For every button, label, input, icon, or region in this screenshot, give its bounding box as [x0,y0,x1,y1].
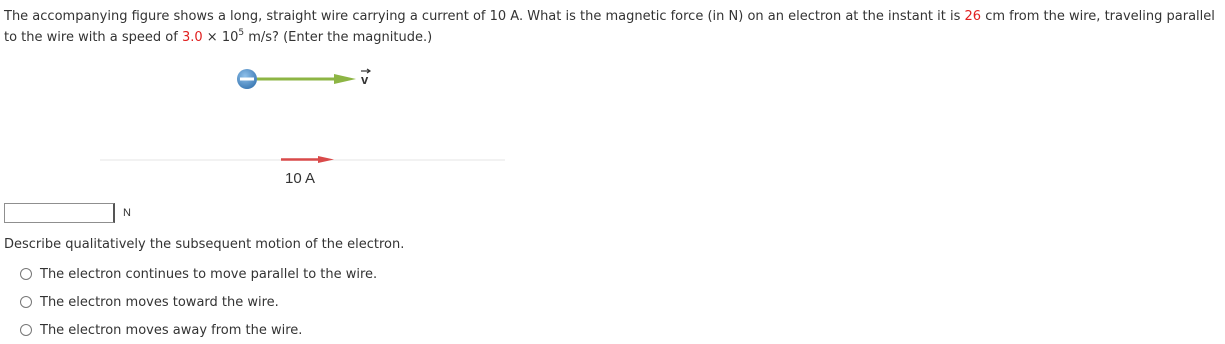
option-away[interactable] [20,316,377,344]
speed-exponent: 5 [238,27,245,38]
electron [237,69,257,89]
velocity-vector-label [361,69,370,87]
current-label: 10 A [285,170,316,187]
velocity-arrow [257,74,356,84]
minus-sign-icon [240,78,254,81]
question-part3: m/s? (Enter the magnitude.) [244,30,433,45]
question-part2: cm from the wire, traveling parallel to the wire with a speed of [4,9,1215,45]
answer-row [4,202,131,224]
option-toward[interactable] [20,288,377,316]
distance-value: 26 [964,9,982,24]
force-answer-input[interactable] [4,203,115,223]
radio-button[interactable] [20,268,32,280]
motion-options [20,260,377,344]
force-unit-label: N [123,207,131,219]
question-part1: The accompanying figure shows a long, straight wire carrying a current of 10 A. What is the magnetic force (in N) on an electron at the instant it is [4,9,965,24]
option-label: The electron moves away from the wire. [40,322,303,338]
times-ten: × 10 [202,30,239,45]
velocity-label: v [361,72,369,87]
speed-mantissa: 3.0 [181,30,203,45]
option-label: The electron continues to move parallel to the wire. [40,266,378,282]
option-label: The electron moves toward the wire. [40,294,279,310]
option-parallel[interactable] [20,260,377,288]
radio-button[interactable] [20,296,32,308]
radio-button[interactable] [20,324,32,336]
subquestion-prompt: Describe qualitatively the subsequent motion of the electron. [4,237,405,252]
